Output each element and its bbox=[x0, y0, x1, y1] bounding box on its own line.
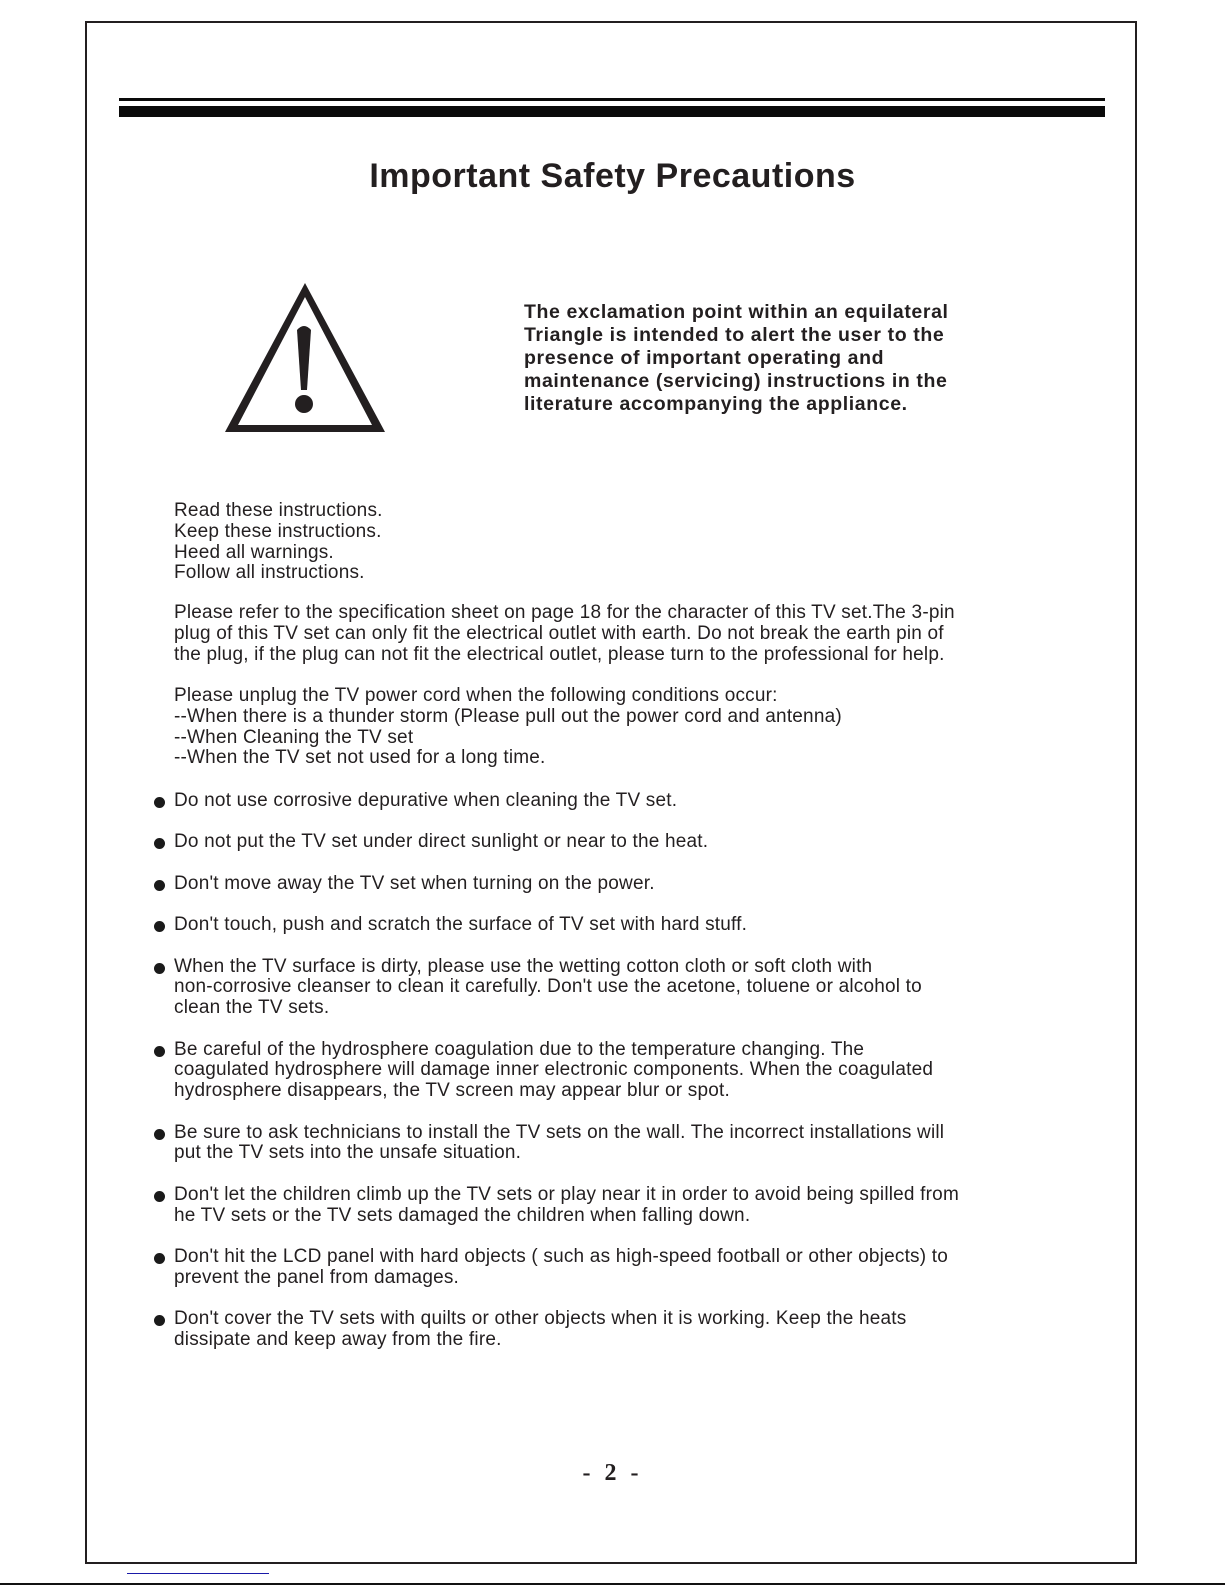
bullet-item bbox=[152, 1247, 1092, 1289]
bullet-line: Be sure to ask technicians to install the TV sets on the wall. The incorrect installations will bbox=[174, 1121, 945, 1143]
paragraph-line: --When the TV set not used for a long time. bbox=[174, 747, 546, 769]
bullet-dot-icon bbox=[154, 963, 165, 974]
safety-bullet-list bbox=[152, 791, 1092, 1371]
warning-line: literature accompanying the appliance. bbox=[524, 393, 908, 415]
bullet-line: Do not put the TV set under direct sunlight or near to the heat. bbox=[174, 831, 709, 853]
bullet-item bbox=[152, 957, 1092, 1019]
bullet-line: Don't move away the TV set when turning on the power. bbox=[174, 872, 655, 894]
unplug-paragraph bbox=[174, 686, 842, 769]
header-thick-rule bbox=[119, 106, 1105, 117]
instruction-line: Keep these instructions. bbox=[174, 520, 382, 542]
bullet-line: clean the TV sets. bbox=[174, 997, 330, 1019]
page-number: - 2 - bbox=[582, 1460, 643, 1486]
bullet-dot-icon bbox=[154, 1046, 165, 1057]
bullet-line: Don't hit the LCD panel with hard objects ( such as high-speed football or other objects) to bbox=[174, 1245, 949, 1267]
instructions-list bbox=[174, 501, 383, 584]
instruction-line: Heed all warnings. bbox=[174, 541, 334, 563]
bullet-line: he TV sets or the TV sets damaged the children when falling down. bbox=[174, 1204, 751, 1226]
bullet-line: put the TV sets into the unsafe situation. bbox=[174, 1142, 522, 1164]
bullet-item bbox=[152, 791, 1092, 812]
bullet-dot-icon bbox=[154, 838, 165, 849]
bullet-dot-icon bbox=[154, 921, 165, 932]
bullet-line: prevent the panel from damages. bbox=[174, 1266, 460, 1288]
bullet-dot-icon bbox=[154, 880, 165, 891]
bullet-line: Do not use corrosive depurative when cleaning the TV set. bbox=[174, 790, 678, 811]
bullet-dot-icon bbox=[154, 797, 165, 808]
bullet-dot-icon bbox=[154, 1191, 165, 1202]
bullet-line: coagulated hydrosphere will damage inner electronic components. When the coagulated bbox=[174, 1059, 934, 1081]
warning-line: The exclamation point within an equilateral bbox=[524, 301, 949, 323]
instruction-line: Follow all instructions. bbox=[174, 562, 365, 584]
bullet-item bbox=[152, 1123, 1092, 1165]
warning-line: maintenance (servicing) instructions in the bbox=[524, 370, 948, 392]
bullet-dot-icon bbox=[154, 1253, 165, 1264]
paragraph-line: the plug, if the plug can not fit the electrical outlet, please turn to the professional for help. bbox=[174, 643, 945, 665]
paragraph-line: Please refer to the specification sheet on page 18 for the character of this TV set.The 3-pin bbox=[174, 602, 955, 623]
paragraph-line: plug of this TV set can only fit the electrical outlet with earth. Do not break the earth pin of bbox=[174, 622, 944, 644]
bullet-line: hydrosphere disappears, the TV screen may appear blur or spot. bbox=[174, 1080, 730, 1102]
bullet-line: Don't cover the TV sets with quilts or other objects when it is working. Keep the heats bbox=[174, 1308, 907, 1330]
bullet-line: Don't touch, push and scratch the surface of TV set with hard stuff. bbox=[174, 914, 748, 936]
link-underline bbox=[127, 1573, 269, 1574]
bullet-line: non-corrosive cleanser to clean it carefully. Don't use the acetone, toluene or alcohol to bbox=[174, 976, 922, 998]
bullet-item bbox=[152, 915, 1092, 936]
bullet-line: Be careful of the hydrosphere coagulation due to the temperature changing. The bbox=[174, 1038, 865, 1060]
bullet-line: dissipate and keep away from the fire. bbox=[174, 1328, 502, 1350]
paragraph-line: --When Cleaning the TV set bbox=[174, 726, 414, 748]
bullet-item bbox=[152, 1040, 1092, 1102]
instruction-line: Read these instructions. bbox=[174, 500, 383, 521]
bullet-line: Don't let the children climb up the TV sets or play near it in order to avoid being spilled from bbox=[174, 1183, 959, 1205]
bullet-dot-icon bbox=[154, 1129, 165, 1140]
exclamation-triangle-icon bbox=[222, 280, 388, 435]
page-title: Important Safety Precautions bbox=[369, 157, 856, 195]
bullet-line: When the TV surface is dirty, please use the wetting cotton cloth or soft cloth with bbox=[174, 955, 873, 977]
warning-line: presence of important operating and bbox=[524, 347, 885, 369]
paragraph-line: --When there is a thunder storm (Please pull out the power cord and antenna) bbox=[174, 705, 842, 727]
header-thin-rule bbox=[119, 98, 1105, 101]
paragraph-line: Please unplug the TV power cord when the following conditions occur: bbox=[174, 685, 778, 706]
bullet-item bbox=[152, 1185, 1092, 1227]
plug-paragraph bbox=[174, 603, 955, 665]
bullet-item bbox=[152, 832, 1092, 853]
bullet-item bbox=[152, 1309, 1092, 1351]
exclamation-dot bbox=[295, 395, 313, 413]
warning-line: Triangle is intended to alert the user to the bbox=[524, 324, 945, 346]
warning-explanation bbox=[524, 301, 1024, 416]
bullet-item bbox=[152, 874, 1092, 895]
bullet-dot-icon bbox=[154, 1315, 165, 1326]
